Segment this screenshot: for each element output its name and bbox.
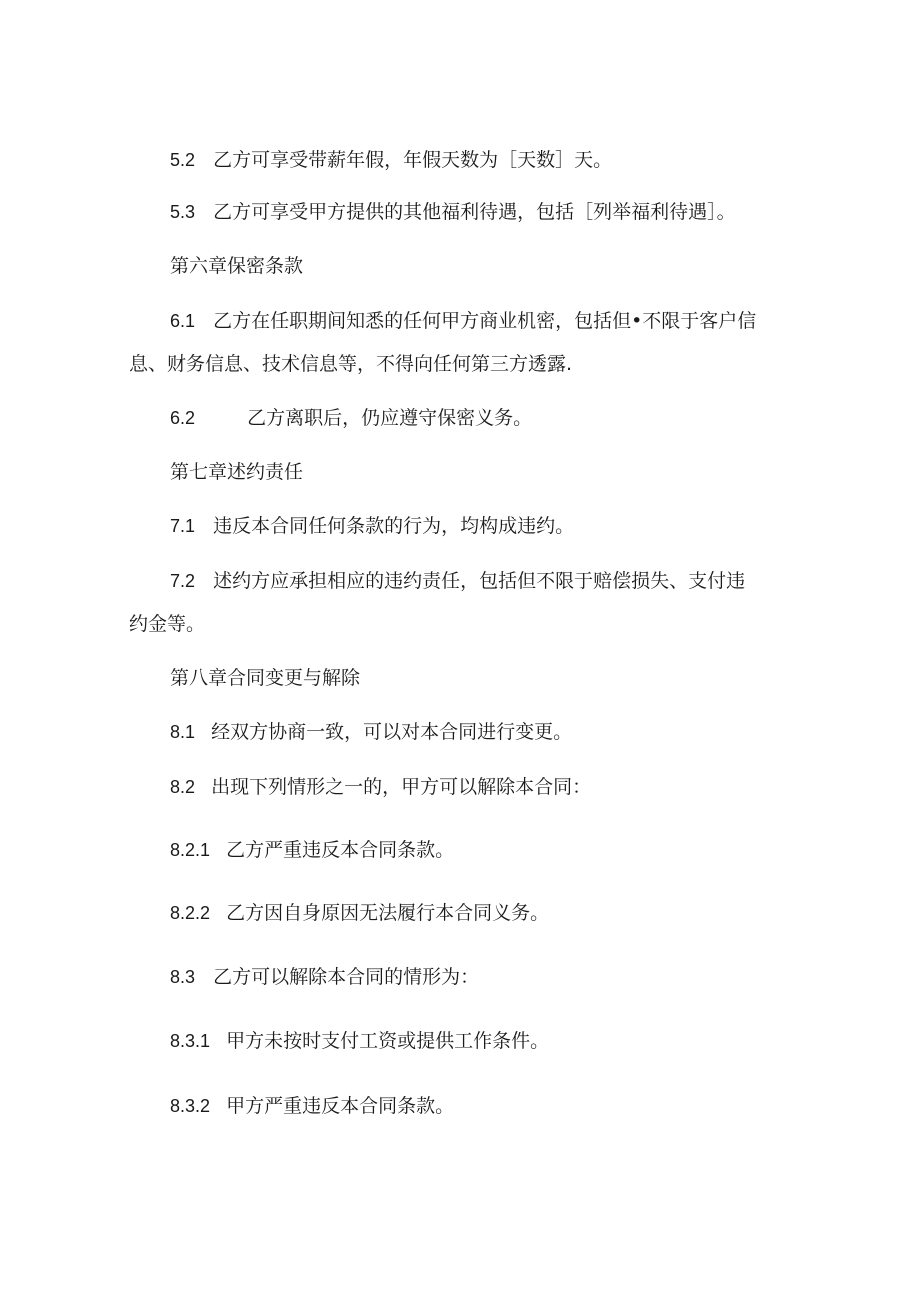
clause-number: 6.2 — [170, 408, 196, 428]
clause-text: 乙方可享受带薪年假，年假天数为［天数］天。 — [213, 149, 613, 171]
chapter-title: 第七章述约责任 — [170, 461, 304, 483]
clause-number: 8.2.1 — [170, 840, 211, 860]
clause-text: 乙方因自身原因无法履行本合同义务。 — [226, 902, 550, 924]
clause-8-3-2 — [0, 1094, 920, 1118]
clause-8-3-1 — [0, 1029, 920, 1053]
clause-8-2 — [0, 775, 920, 799]
clause-number: 5.3 — [170, 202, 196, 222]
clause-number: 8.2 — [170, 777, 196, 797]
clause-text: 乙方离职后，仍应遵守保密义务。 — [247, 407, 533, 429]
clause-text: 违反本合同任何条款的行为，均构成违约。 — [213, 515, 575, 537]
chapter-7-heading — [0, 460, 920, 484]
clause-text: 甲方未按时支付工资或提供工作条件。 — [226, 1030, 550, 1052]
chapter-title: 第八章合同变更与解除 — [170, 667, 361, 689]
clause-5-2 — [0, 148, 920, 172]
clause-7-2-cont — [0, 612, 920, 636]
clause-6-1 — [0, 309, 920, 333]
clause-number: 8.3 — [170, 967, 196, 987]
clause-text: 乙方在任职期间知悉的任何甲方商业机密，包括但•不限于客户信 — [213, 310, 757, 332]
clause-number: 7.1 — [170, 516, 196, 536]
clause-text: 甲方严重违反本合同条款。 — [226, 1095, 455, 1117]
clause-text: 约金等。 — [129, 613, 206, 635]
clause-8-3 — [0, 965, 920, 989]
clause-number: 8.1 — [170, 722, 196, 742]
clause-text: 述约方应承担相应的违约责任，包括但不限于赔偿损失、支付违 — [213, 570, 746, 592]
clause-text: 出现下列情形之一的，甲方可以解除本合同： — [211, 776, 592, 798]
chapter-6-heading — [0, 254, 920, 278]
chapter-8-heading — [0, 666, 920, 690]
clause-number: 8.2.2 — [170, 903, 211, 923]
clause-number: 6.1 — [170, 311, 196, 331]
clause-text: 乙方可以解除本合同的情形为： — [213, 966, 480, 988]
clause-6-1-cont — [0, 352, 920, 376]
chapter-title: 第六章保密条款 — [170, 255, 304, 277]
clause-text: 经双方协商一致，可以对本合同进行变更。 — [211, 721, 573, 743]
clause-8-2-1 — [0, 838, 920, 862]
clause-number: 7.2 — [170, 571, 196, 591]
clause-number: 8.3.1 — [170, 1031, 211, 1051]
clause-text: 乙方严重违反本合同条款。 — [226, 839, 455, 861]
clause-8-2-2 — [0, 901, 920, 925]
clause-8-1 — [0, 720, 920, 744]
clause-5-3 — [0, 200, 920, 224]
clause-number: 8.3.2 — [170, 1096, 211, 1116]
clause-7-2 — [0, 569, 920, 593]
clause-text: 乙方可享受甲方提供的其他福利待遇，包括［列举福利待遇］。 — [213, 201, 736, 223]
clause-6-2 — [0, 406, 920, 430]
clause-number: 5.2 — [170, 150, 196, 170]
clause-7-1 — [0, 514, 920, 538]
clause-text: 息、财务信息、技术信息等，不得向任何第三方透露. — [129, 353, 573, 375]
